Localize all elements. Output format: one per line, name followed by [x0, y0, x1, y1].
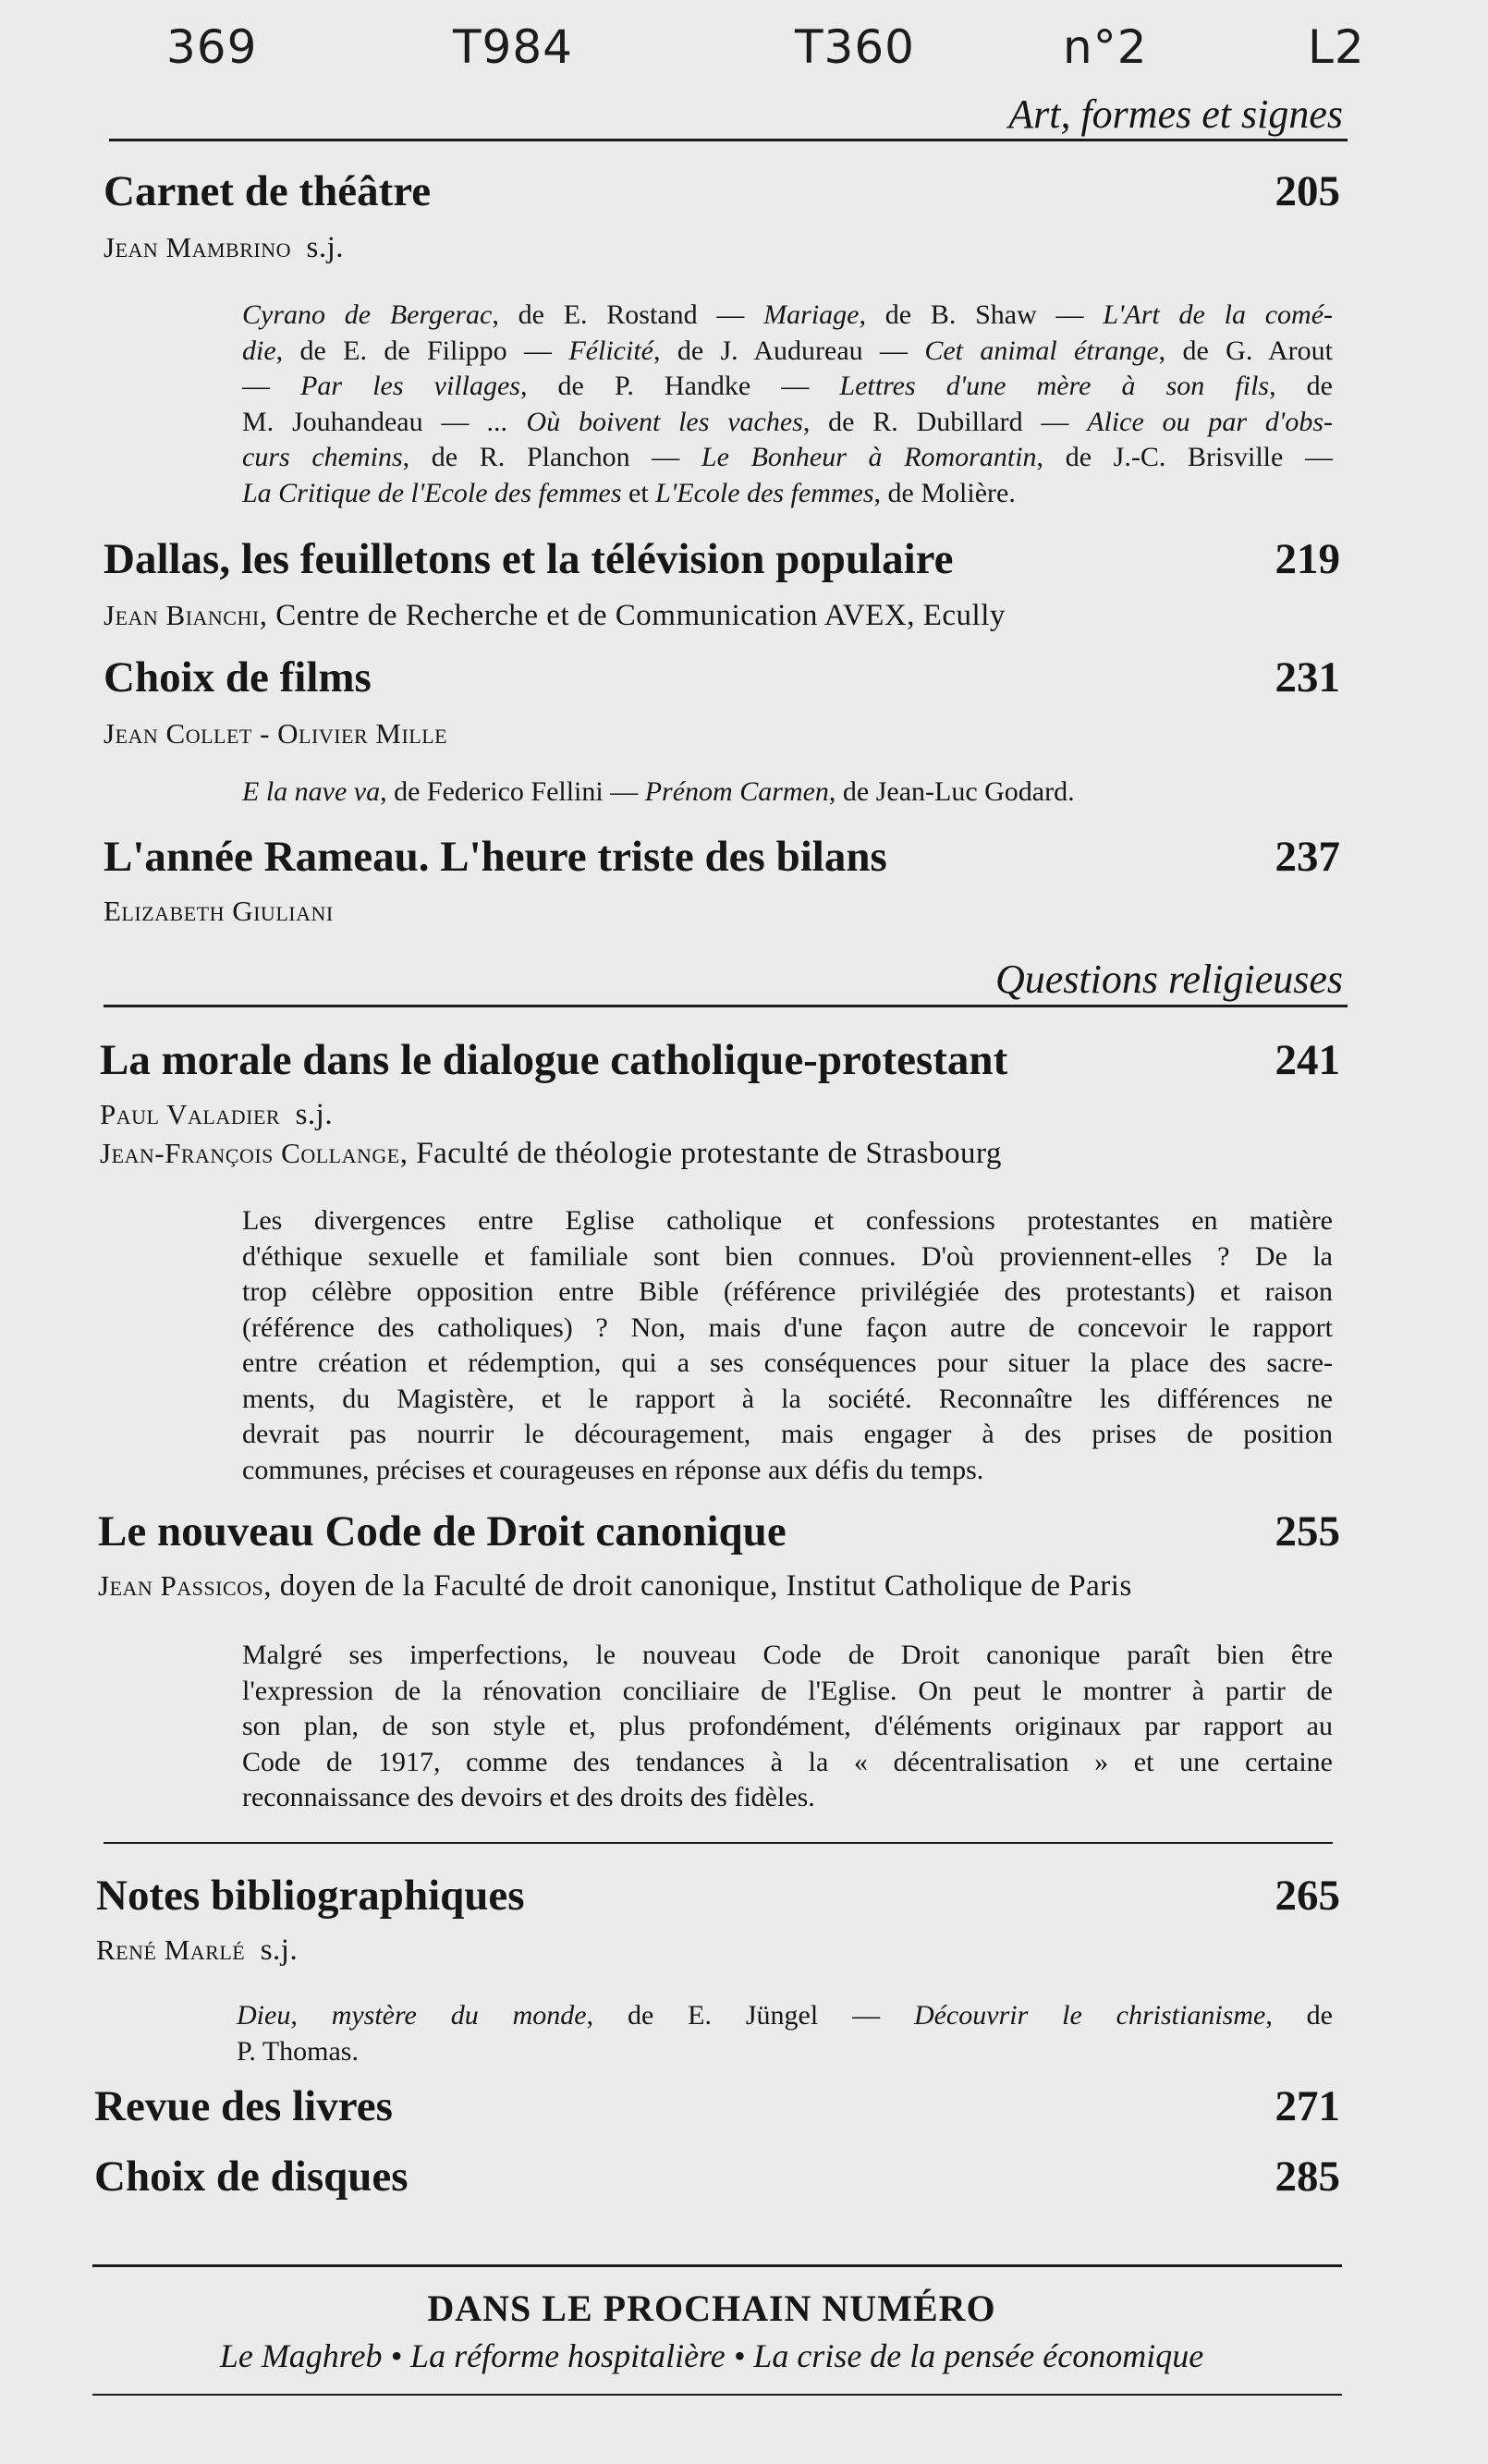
entry-abstract [242, 775, 1333, 811]
abstract-text: son plan, de son style et, plus profondément, d'éléments originaux par rapport au [242, 1711, 1333, 1741]
handwritten-note: L2 [1308, 20, 1365, 74]
abstract-text: , de E. de Filippo — [275, 335, 569, 366]
abstract-line [237, 2034, 1333, 2070]
handwritten-note: 369 [166, 20, 258, 74]
italic-title: Cet animal étrange [924, 335, 1159, 366]
abstract-text: , de E. Jüngel — [586, 2000, 914, 2031]
abstract-line [242, 1346, 1333, 1382]
abstract-text: communes, précises et courageuses en réponse aux défis du temps. [242, 1454, 984, 1485]
author-suffix: s.j. [306, 231, 345, 264]
abstract-line [242, 405, 1333, 441]
entry-abstract [242, 1203, 1333, 1488]
entry-page-number: 285 [1275, 2153, 1340, 2201]
next-issue-heading: DANS LE PROCHAIN NUMÉRO [427, 2287, 996, 2329]
divider [92, 2394, 1342, 2396]
entry-title: Le nouveau Code de Droit canonique [98, 1507, 787, 1555]
entry-title: Choix de films [104, 653, 372, 701]
abstract-line [242, 1638, 1333, 1674]
entry-page-number: 219 [1275, 535, 1340, 583]
abstract-text: devrait pas nourrir le découragement, mais engager à des prises de position [242, 1419, 1333, 1449]
abstract-text: d'éthique sexuelle et familiale sont bien connues. D'où proviennent-elles ? De la [242, 1240, 1333, 1272]
entry-abstract [237, 1998, 1333, 2069]
abstract-text: M. Jouhandeau — [242, 406, 488, 437]
italic-title: L'Ecole des femmes [655, 477, 874, 508]
entry-author [96, 1933, 298, 1968]
entry-page-number: 237 [1275, 833, 1340, 881]
abstract-line [242, 775, 1333, 811]
handwritten-note: T360 [795, 20, 915, 74]
italic-title: Alice ou par d'obs- [1087, 406, 1333, 437]
entry-title: Dallas, les feuilletons et la télévision populaire [104, 535, 954, 583]
author-name: Jean Bianchi [104, 599, 260, 631]
abstract-text: Malgré ses imperfections, le nouveau Code de Droit canonique paraît bien être [242, 1640, 1333, 1670]
abstract-text: l'expression de la rénovation conciliaire de l'Eglise. On peut le montrer à partir de [242, 1675, 1333, 1706]
author-name: Jean-François Collange [100, 1137, 400, 1169]
author-name: Jean Mambrino [104, 231, 291, 263]
abstract-line [242, 1417, 1333, 1453]
entry-title: Notes bibliographiques [96, 1872, 525, 1920]
abstract-line [242, 476, 1333, 512]
abstract-text: , de E. Rostand — [492, 299, 764, 330]
abstract-text: — [242, 371, 301, 401]
entry-author [104, 599, 1006, 633]
abstract-line [242, 1239, 1333, 1275]
entry-author [104, 895, 334, 928]
author-name: René Marlé [96, 1933, 246, 1966]
abstract-text: entre création et rédemption, qui a ses conséquences pour situer la place des sacre- [242, 1348, 1333, 1378]
entry-title: Carnet de théâtre [104, 167, 432, 215]
author-name: Jean Collet - Olivier Mille [104, 717, 448, 750]
italic-title: curs chemins [242, 442, 403, 472]
abstract-text: , de R. Planchon — [402, 442, 701, 472]
author-suffix: , Faculté de théologie protestante de Strasbourg [399, 1137, 1002, 1170]
abstract-line [242, 369, 1333, 405]
abstract-text: , de Jean-Luc Godard. [828, 776, 1075, 807]
entry-page-number: 205 [1275, 167, 1340, 215]
abstract-text: Les divergences entre Eglise catholique et confessions protestantes en matière [242, 1205, 1333, 1236]
italic-title: die [242, 335, 276, 366]
abstract-line [242, 1674, 1333, 1710]
entry-title: La morale dans le dialogue catholique-protestant [100, 1036, 1008, 1084]
handwritten-note: T984 [453, 20, 573, 74]
next-issue-topics: Le Maghreb • La réforme hospitalière • La crise de la pensée économique [219, 2337, 1204, 2374]
abstract-line [242, 298, 1333, 334]
author-name: Paul Valadier [100, 1098, 281, 1130]
entry-page-number: 265 [1275, 1872, 1340, 1920]
abstract-text: , de [1265, 2000, 1334, 2031]
italic-title: Cyrano de Bergerac [242, 299, 493, 330]
abstract-text: trop célèbre opposition entre Bible (référence privilégiée des protestants) et raison [242, 1276, 1333, 1307]
section-rule [104, 1005, 1348, 1007]
abstract-line [242, 1203, 1333, 1239]
abstract-text: ments, du Magistère, et le rapport à la société. Reconnaître les différences ne [242, 1383, 1333, 1414]
abstract-text: reconnaissance des devoirs et des droits des fidèles. [242, 1782, 815, 1812]
section-rule [109, 139, 1348, 141]
abstract-line [242, 1275, 1333, 1311]
divider [104, 1842, 1333, 1844]
italic-title: E la nave va [242, 776, 381, 807]
abstract-text: Code de 1917, comme des tendances à la « décentralisation » et une certaine [242, 1746, 1333, 1777]
entry-page-number: 271 [1275, 2082, 1340, 2130]
abstract-line [242, 1453, 1333, 1489]
entry-title: L'année Rameau. L'heure triste des bilans [104, 833, 887, 881]
entry-author [98, 1569, 1132, 1604]
abstract-line [242, 1311, 1333, 1347]
italic-title: Prénom Carmen [644, 776, 829, 807]
abstract-line [242, 1745, 1333, 1781]
abstract-line [242, 334, 1333, 370]
entry-author [104, 717, 447, 750]
abstract-text: , de B. Shaw — [859, 299, 1104, 330]
author-suffix: s.j. [295, 1098, 334, 1131]
abstract-line [242, 1780, 1333, 1816]
italic-title: Dieu, mystère du monde [237, 2000, 587, 2031]
entry-page-number: 255 [1275, 1507, 1340, 1555]
abstract-text: , de G. Arout [1158, 335, 1333, 366]
entry-abstract [242, 1638, 1333, 1816]
italic-title: Mariage [763, 299, 860, 330]
italic-title: Découvrir le christianisme [913, 2000, 1266, 2031]
abstract-text: , de Molière. [873, 477, 1016, 508]
italic-title: L'Art de la comé- [1103, 299, 1333, 330]
abstract-line [237, 1998, 1333, 2034]
italic-title: Félicité [568, 335, 653, 366]
author-suffix: s.j. [260, 1933, 299, 1967]
abstract-text: , de J. Audureau — [653, 335, 925, 366]
section-heading-art: Art, formes et signes [1008, 91, 1343, 137]
entry-page-number: 231 [1275, 653, 1340, 701]
abstract-text: P. Thomas. [237, 2035, 359, 2067]
abstract-text: , de R. Dubillard — [802, 406, 1088, 437]
entry-title: Choix de disques [94, 2153, 409, 2201]
italic-title: Lettres d'une mère à son fils [839, 371, 1270, 401]
entry-title: Revue des livres [94, 2082, 393, 2130]
abstract-text: et [621, 477, 656, 508]
divider [92, 2264, 1342, 2267]
abstract-text: , de J.-C. Brisville — [1036, 442, 1333, 472]
abstract-line [242, 1382, 1333, 1418]
abstract-line [242, 440, 1333, 476]
author-suffix: , doyen de la Faculté de droit canonique, Institut Catholique de Paris [263, 1569, 1132, 1603]
italic-title: Par les villages [300, 371, 520, 401]
author-name: Jean Passicos [98, 1569, 264, 1602]
italic-title: Le Bonheur à Romorantin [701, 442, 1037, 472]
entry-author [104, 231, 344, 265]
italic-title: La Critique de l'Ecole des femmes [242, 477, 622, 508]
author-name: Elizabeth Giuliani [104, 895, 334, 927]
entry-page-number: 241 [1275, 1036, 1340, 1084]
author-suffix: , Centre de Recherche et de Communication AVEX, Ecully [259, 599, 1006, 632]
abstract-line [242, 1709, 1333, 1745]
section-heading-religion: Questions religieuses [995, 957, 1343, 1002]
entry-abstract [242, 298, 1333, 511]
abstract-text: , de [1269, 371, 1333, 401]
entry-author [100, 1098, 333, 1132]
abstract-text: (référence des catholiques) ? Non, mais d'une façon autre de concevoir le rapport [242, 1311, 1333, 1343]
abstract-text: , de P. Handke — [519, 371, 840, 401]
abstract-text: , de Federico Fellini — [380, 776, 645, 807]
handwritten-note: n°2 [1063, 20, 1148, 74]
entry-author [100, 1137, 1002, 1171]
italic-title: ... Où boivent les vaches [487, 406, 803, 437]
